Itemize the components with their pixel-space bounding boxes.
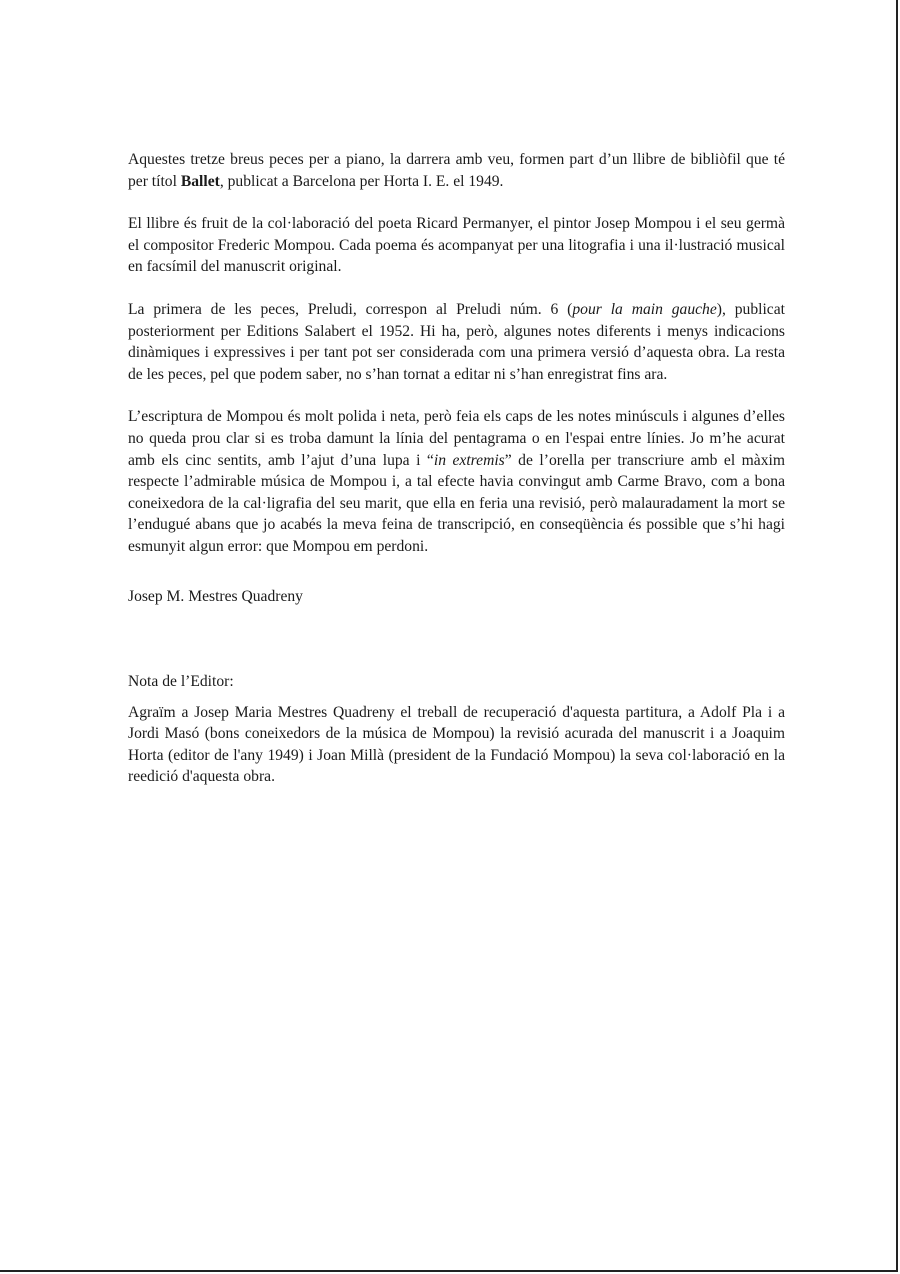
paragraph-4-text-end: ” de l’orella per transcriure amb el màxim respecte l’admirable música de Mompou i, a tal efecte havia convingut amb Carme Bravo, com a bona coneixedora de la cal·ligrafia del seu marit, que ella en feria una revisió, però malauradament la mort se l’endugué abans que jo acabés la meva feina de transcripció, en conseqüència és possible que s’hi hagi esmunyit algun error: que Mompou em perdoni. <box>128 451 785 555</box>
page-content <box>128 149 785 788</box>
paragraph-intro-3 <box>128 299 785 385</box>
piece-subtitle-italic: pour la main gauche <box>572 300 717 318</box>
paragraph-4-text-start: L’escriptura de Mompou és molt polida i neta, però feia els caps de les notes minúsculs i algunes d’elles no queda prou clar si es troba damunt la línia del pentagrama o en l'espai entre línies. Jo m’he acurat amb els cinc sentits, amb l’ajut d’una lupa i “ <box>128 408 785 469</box>
paragraph-3-text-start: La primera de les peces, Preludi, correspon al Preludi núm. 6 ( <box>128 300 573 318</box>
paragraph-intro-2: El llibre és fruit de la col·laboració del poeta Ricard Permanyer, el pintor Josep Mompou i el seu germà el compositor Frederic Mompou. Cada poema és acompanyat per una litografia i una il·lustració musical en facsímil del manuscrit original. <box>128 215 785 276</box>
paragraph-1-text-start: Aquestes tretze breus peces per a piano, la darrera amb veu, formen part d’un llibre de bibliòfil que té per títol <box>128 151 785 190</box>
author-signature: Josep M. Mestres Quadreny <box>128 587 303 605</box>
editor-note-body: Agraïm a Josep Maria Mestres Quadreny el treball de recuperació d'aquesta partitura, a Adolf Pla i a Jordi Masó (bons coneixedors de la música de Mompou) la revisió acurada del manuscrit i a Joaquim Horta (editor de l'any 1949) i Joan Millà (president de la Fundació Mompou) la seva col·laboració en la reedició d'aquesta obra. <box>128 703 785 786</box>
latin-phrase-italic: in extremis <box>433 451 505 469</box>
paragraph-intro-4 <box>128 406 785 557</box>
paragraph-3-text-end: ), publicat posteriorment per Editions Salabert el 1952. Hi ha, però, algunes notes diferents i menys indicacions dinàmiques i expressives i per tant pot ser considerada com una primera versió d’aquesta obra. La resta de les peces, pel que podem saber, no s’han tornat a editar ni s’han enregistrat fins ara. <box>128 300 785 383</box>
editor-note-title: Nota de l’Editor: <box>128 673 234 691</box>
book-title-bold: Ballet <box>180 172 220 190</box>
paragraph-1-text-end: , publicat a Barcelona per Horta I. E. el 1949. <box>219 172 504 190</box>
paragraph-intro-1 <box>128 149 785 192</box>
